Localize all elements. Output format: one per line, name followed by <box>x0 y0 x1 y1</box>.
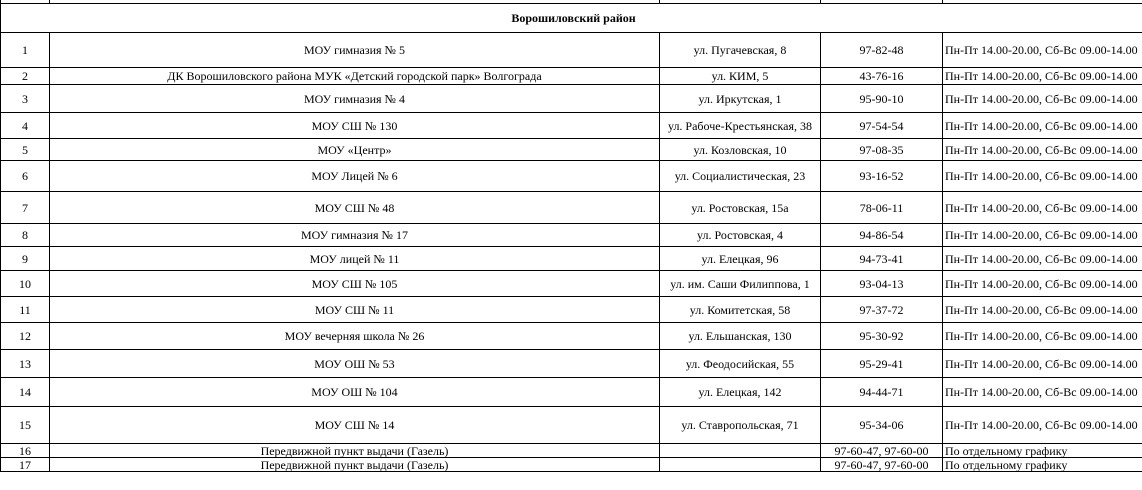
working-hours: Пн-Пт 14.00-20.00, Сб-Вс 09.00-14.00 <box>943 113 1142 139</box>
institution-name: МОУ гимназия № 5 <box>50 33 660 68</box>
phone: 95-34-06 <box>821 407 943 444</box>
table-row <box>1 139 1142 161</box>
phone: 43-76-16 <box>821 68 943 85</box>
working-hours: По отдельному графику <box>943 444 1142 458</box>
table-row <box>1 33 1142 68</box>
row-number: 11 <box>1 297 50 323</box>
phone: 97-08-35 <box>821 139 943 161</box>
district-header-row <box>1 4 1142 33</box>
address: ул. Комитетская, 58 <box>660 297 821 323</box>
institution-name: МОУ СШ № 48 <box>50 192 660 224</box>
working-hours: Пн-Пт 14.00-20.00, Сб-Вс 09.00-14.00 <box>943 161 1142 192</box>
institution-name: МОУ ОШ № 53 <box>50 350 660 378</box>
working-hours: Пн-Пт 14.00-20.00, Сб-Вс 09.00-14.00 <box>943 33 1142 68</box>
working-hours: Пн-Пт 14.00-20.00, Сб-Вс 09.00-14.00 <box>943 271 1142 297</box>
address: ул. Пугачевская, 8 <box>660 33 821 68</box>
working-hours: Пн-Пт 14.00-20.00, Сб-Вс 09.00-14.00 <box>943 350 1142 378</box>
row-number: 12 <box>1 323 50 350</box>
working-hours: Пн-Пт 14.00-20.00, Сб-Вс 09.00-14.00 <box>943 247 1142 271</box>
table-row <box>1 350 1142 378</box>
working-hours: Пн-Пт 14.00-20.00, Сб-Вс 09.00-14.00 <box>943 139 1142 161</box>
institution-name: МОУ СШ № 105 <box>50 271 660 297</box>
table-row <box>1 68 1142 85</box>
row-number: 14 <box>1 378 50 407</box>
address: ул. Ставропольская, 71 <box>660 407 821 444</box>
table-body <box>1 0 1142 472</box>
address: ул. Социалистическая, 23 <box>660 161 821 192</box>
phone: 94-44-71 <box>821 378 943 407</box>
table-row <box>1 458 1142 472</box>
institution-name: МОУ СШ № 130 <box>50 113 660 139</box>
institution-name: МОУ Лицей № 6 <box>50 161 660 192</box>
working-hours: Пн-Пт 14.00-20.00, Сб-Вс 09.00-14.00 <box>943 407 1142 444</box>
table-row <box>1 323 1142 350</box>
institution-name: Передвижной пункт выдачи (Газель) <box>50 458 660 472</box>
phone: 78-06-11 <box>821 192 943 224</box>
address: ул. Ростовская, 4 <box>660 224 821 247</box>
working-hours: Пн-Пт 14.00-20.00, Сб-Вс 09.00-14.00 <box>943 85 1142 113</box>
working-hours: Пн-Пт 14.00-20.00, Сб-Вс 09.00-14.00 <box>943 224 1142 247</box>
table-row <box>1 407 1142 444</box>
working-hours: Пн-Пт 14.00-20.00, Сб-Вс 09.00-14.00 <box>943 297 1142 323</box>
institution-name: МОУ ОШ № 104 <box>50 378 660 407</box>
phone: 97-60-47, 97-60-00 <box>821 458 943 472</box>
institution-name: МОУ вечерняя школа № 26 <box>50 323 660 350</box>
phone: 97-37-72 <box>821 297 943 323</box>
institution-name: МОУ «Центр» <box>50 139 660 161</box>
institution-name: МОУ гимназия № 4 <box>50 85 660 113</box>
institution-name: МОУ лицей № 11 <box>50 247 660 271</box>
district-title: Ворошиловский район <box>1 4 1142 33</box>
row-number: 9 <box>1 247 50 271</box>
phone: 94-86-54 <box>821 224 943 247</box>
working-hours: Пн-Пт 14.00-20.00, Сб-Вс 09.00-14.00 <box>943 192 1142 224</box>
row-number: 2 <box>1 68 50 85</box>
phone: 94-73-41 <box>821 247 943 271</box>
address: ул. Елецкая, 96 <box>660 247 821 271</box>
address: ул. Елецкая, 142 <box>660 378 821 407</box>
table-row <box>1 192 1142 224</box>
institution-name: МОУ гимназия № 17 <box>50 224 660 247</box>
address <box>660 458 821 472</box>
working-hours: Пн-Пт 14.00-20.00, Сб-Вс 09.00-14.00 <box>943 68 1142 85</box>
institution-name: МОУ СШ № 11 <box>50 297 660 323</box>
row-number: 7 <box>1 192 50 224</box>
table-row <box>1 444 1142 458</box>
table-row <box>1 113 1142 139</box>
phone: 93-16-52 <box>821 161 943 192</box>
row-number: 4 <box>1 113 50 139</box>
phone: 95-29-41 <box>821 350 943 378</box>
institution-name: ДК Ворошиловского района МУК «Детский городской парк» Волгограда <box>50 68 660 85</box>
row-number: 3 <box>1 85 50 113</box>
address: ул. Козловская, 10 <box>660 139 821 161</box>
working-hours: Пн-Пт 14.00-20.00, Сб-Вс 09.00-14.00 <box>943 378 1142 407</box>
table-row <box>1 247 1142 271</box>
address <box>660 444 821 458</box>
row-number: 6 <box>1 161 50 192</box>
row-number: 8 <box>1 224 50 247</box>
table-row <box>1 85 1142 113</box>
working-hours: По отдельному графику <box>943 458 1142 472</box>
phone: 95-90-10 <box>821 85 943 113</box>
table-row <box>1 161 1142 192</box>
row-number: 13 <box>1 350 50 378</box>
address: ул. Феодосийская, 55 <box>660 350 821 378</box>
table-row <box>1 224 1142 247</box>
table-row <box>1 378 1142 407</box>
phone: 95-30-92 <box>821 323 943 350</box>
row-number: 16 <box>1 444 50 458</box>
table-row <box>1 271 1142 297</box>
row-number: 10 <box>1 271 50 297</box>
row-number: 15 <box>1 407 50 444</box>
institution-name: Передвижной пункт выдачи (Газель) <box>50 444 660 458</box>
phone: 97-60-47, 97-60-00 <box>821 444 943 458</box>
working-hours: Пн-Пт 14.00-20.00, Сб-Вс 09.00-14.00 <box>943 323 1142 350</box>
phone: 93-04-13 <box>821 271 943 297</box>
address: ул. Ельшанская, 130 <box>660 323 821 350</box>
row-number: 17 <box>1 458 50 472</box>
address: ул. Иркутская, 1 <box>660 85 821 113</box>
address: ул. Рабоче-Крестьянская, 38 <box>660 113 821 139</box>
address: ул. КИМ, 5 <box>660 68 821 85</box>
address: ул. Ростовская, 15а <box>660 192 821 224</box>
institution-name: МОУ СШ № 14 <box>50 407 660 444</box>
phone: 97-54-54 <box>821 113 943 139</box>
row-number: 1 <box>1 33 50 68</box>
phone: 97-82-48 <box>821 33 943 68</box>
address: ул. им. Саши Филиппова, 1 <box>660 271 821 297</box>
table-row <box>1 297 1142 323</box>
row-number: 5 <box>1 139 50 161</box>
